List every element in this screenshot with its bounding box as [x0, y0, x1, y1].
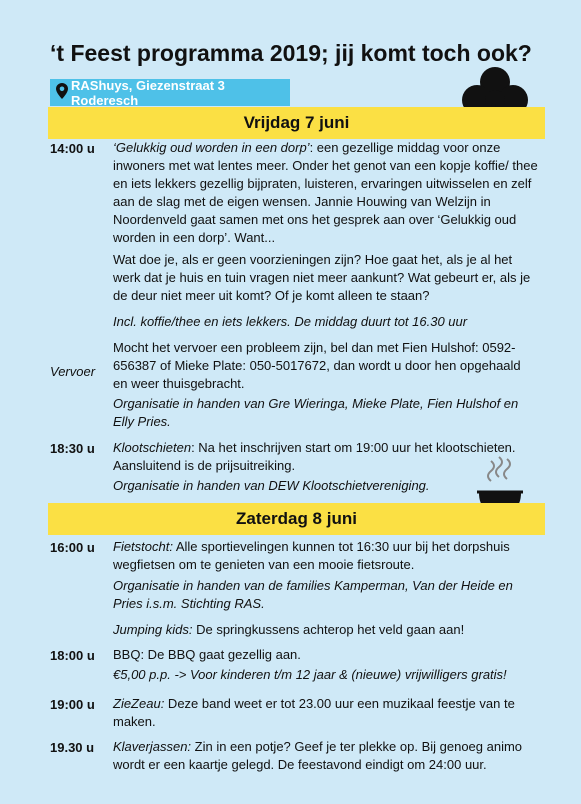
page-title: ‘t Feest programma 2019; jij komt toch ook?: [50, 40, 532, 66]
event-text: Zin in een potje? Geef je ter plekke op. Bij genoeg animo wordt er een kaartje gelegd. De feestavond eindigt om 24:00 uur.: [113, 739, 523, 772]
event-description: [113, 621, 538, 639]
event-title: ZieZeau:: [113, 696, 165, 711]
event-description: BBQ: De BBQ gaat gezellig aan.: [113, 647, 301, 662]
event-description: [113, 538, 538, 574]
location-text: RAShuys, Giezenstraat 3 Roderesch: [71, 77, 225, 108]
event-paragraph: Wat doe je, als er geen voorzieningen zijn? Hoe gaat het, als je al het werk dat je huis en tuin vragen niet meer aankunt? Wat gebeurt er, als je de deur niet meer uit komt? Of je komt alleen te staan?: [113, 252, 531, 303]
map-pin-icon: [56, 83, 68, 102]
event-title: Jumping kids:: [113, 622, 193, 637]
event-note: Incl. koffie/thee en iets lekkers. De middag duurt tot 16.30 uur: [113, 314, 468, 329]
event-description: [113, 738, 538, 774]
event-title: Klaverjassen:: [113, 739, 192, 754]
event-organizer: Organisatie in handen van de families Kamperman, Van der Heide en Pries i.s.m. Stichting RAS.: [113, 578, 513, 611]
event-time: 19:00 u: [50, 697, 95, 712]
event-time: 16:00 u: [50, 540, 95, 555]
location-badge: [50, 79, 290, 106]
event-organizer: Organisatie in handen van Gre Wieringa, Mieke Plate, Fien Hulshof en Elly Pries.: [113, 396, 519, 429]
event-title: Klootschieten: [113, 440, 192, 455]
transport-label: Vervoer: [50, 364, 96, 379]
event-text: : Na het inschrijven start om 19:00 uur het klootschieten. Aansluitend is de prijsuitreiking.: [113, 440, 516, 473]
event-text: De springkussens achterop het veld gaan aan!: [192, 622, 465, 637]
day-header-saturday: Zaterdag 8 juni: [48, 503, 545, 535]
event-time: 18:30 u: [50, 441, 95, 456]
event-price: €5,00 p.p. -> Voor kinderen t/m 12 jaar & (nieuwe) vrijwilligers gratis!: [113, 667, 507, 682]
event-description: [113, 695, 538, 731]
event-title: ‘Gelukkig oud worden in een dorp’: [113, 140, 310, 155]
event-text: Deze band weet er tot 23.00 uur een muzikaal feestje van te maken.: [113, 696, 515, 729]
event-text: Alle sportievelingen kunnen tot 16:30 uur bij het dorpshuis wegfietsen om te genieten van een mooie fietsroute.: [113, 539, 510, 572]
event-time: 14:00 u: [50, 141, 95, 156]
event-time: 19.30 u: [50, 740, 95, 755]
event-intro: : een gezellige middag voor onze inwoners met wat lentes meer. Onder het genot van een kopje koffie/ thee en iets lekkers gezellig bijpraten, luisteren, ervaringen uitwisselen en zelf aan de slag met de eigen wensen. Jannie Houwing van Welzijn in Noordenveld gaat samen met ons het gesprek aan over ‘Gelukkig oud worden in een dorp’. Want...: [113, 140, 538, 245]
day-header-friday: Vrijdag 7 juni: [48, 107, 545, 139]
transport-text: Mocht het vervoer een probleem zijn, bel dan met Fien Hulshof: 0592-656387 of Mieke Plate: 050-5017672, dan wordt u door hen opgehaald en weer thuisgebracht.: [113, 340, 521, 391]
event-title: Fietstocht:: [113, 539, 173, 554]
event-time: 18:00 u: [50, 648, 95, 663]
event-organizer: Organisatie in handen van DEW Klootschietvereniging.: [113, 478, 430, 493]
event-description: [113, 139, 538, 247]
